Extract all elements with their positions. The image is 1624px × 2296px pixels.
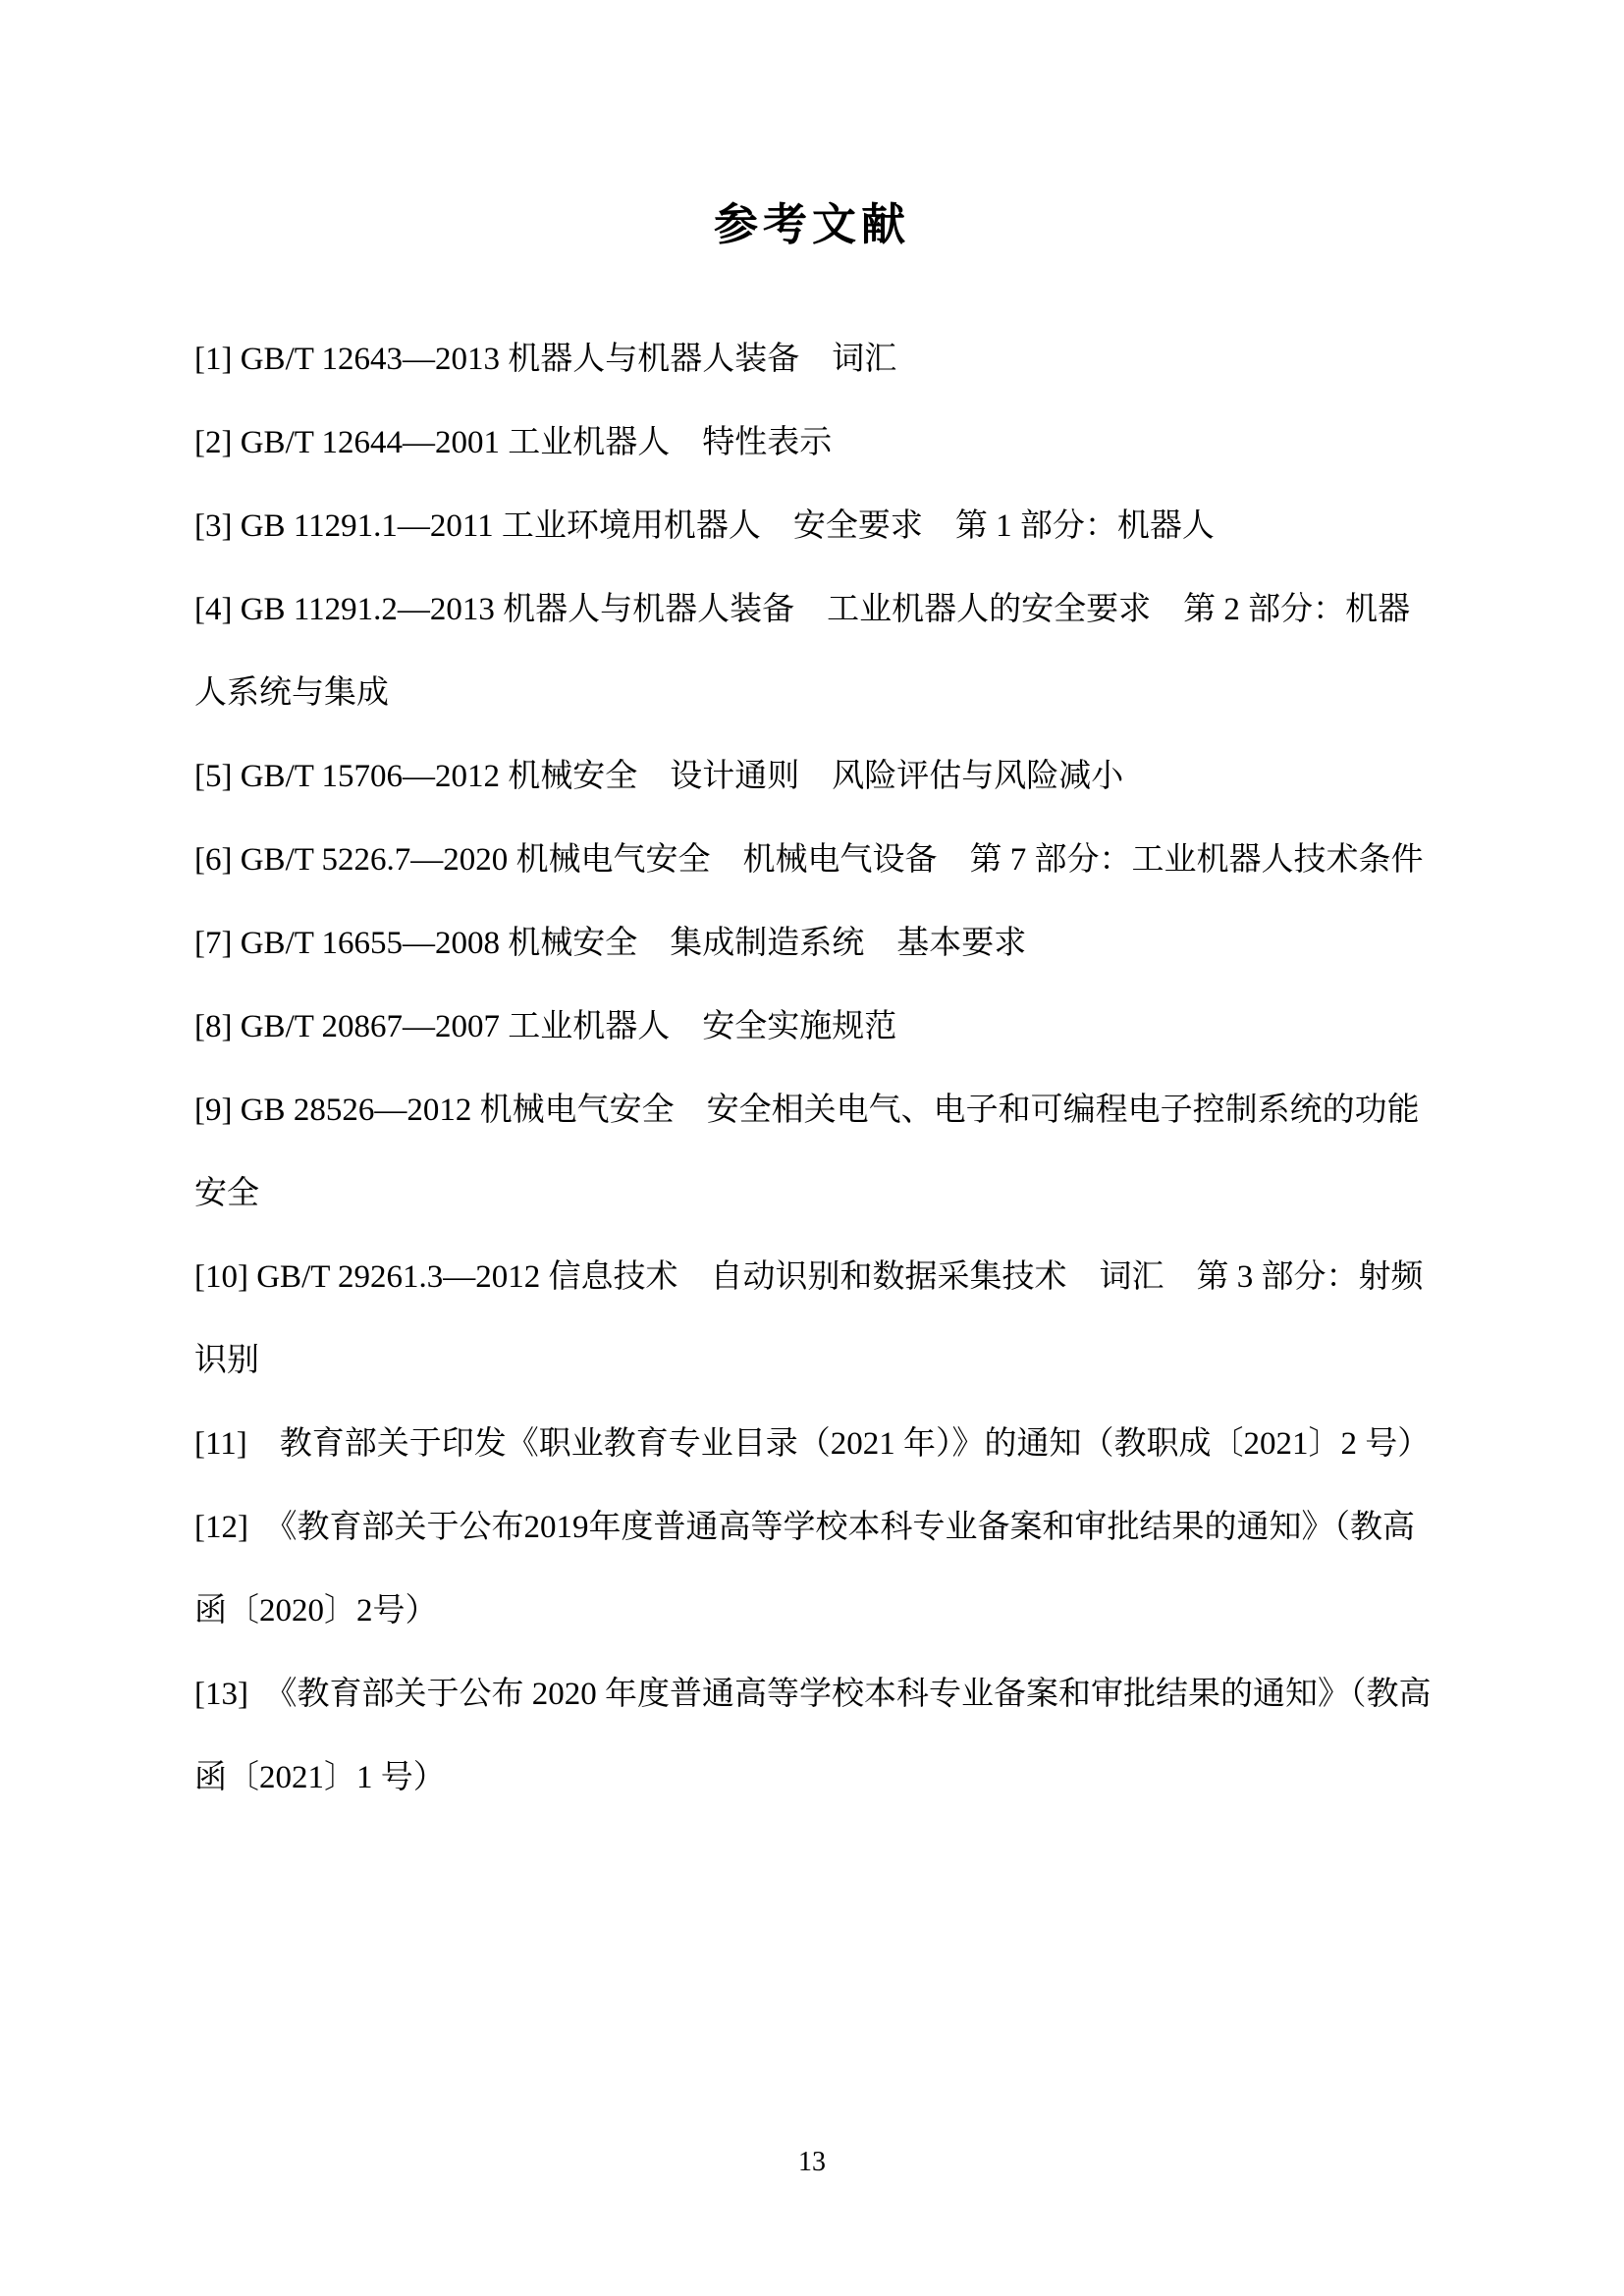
reference-item-5: [5] GB/T 15706—2012 机械安全 设计通则 风险评估与风险减小 [194, 759, 1124, 794]
reference-item-6: [6] GB/T 5226.7—2020 机械电气安全 机械电气设备 第 7 部分：工业机器人技术条件 [194, 842, 1424, 878]
reference-item-2: [2] GB/T 12644—2001 工业机器人 特性表示 [194, 425, 833, 460]
reference-item-11: [11] 教育部关于印发《职业教育专业目录（2021 年）》的通知（教职成〔2021〕2 号） [194, 1426, 1431, 1462]
reference-item-7: [7] GB/T 16655—2008 机械安全 集成制造系统 基本要求 [194, 926, 1027, 961]
reference-item-12: [12] 《教育部关于公布2019年度普通高等学校本科专业备案和审批结果的通知》（教高函〔2020〕2号） [194, 1510, 1415, 1629]
reference-item-10: [10] GB/T 29261.3—2012 信息技术 自动识别和数据采集技术 词汇 第 3 部分：射频识别 [194, 1259, 1424, 1378]
reference-item-3: [3] GB 11291.1—2011 工业环境用机器人 安全要求 第 1 部分：机器人 [194, 508, 1215, 544]
reference-item-13: [13] 《教育部关于公布 2020 年度普通高等学校本科专业备案和审批结果的通知》（教高函〔2021〕1 号） [194, 1677, 1432, 1795]
page-number: 13 [798, 2147, 826, 2177]
reference-item-8: [8] GB/T 20867—2007 工业机器人 安全实施规范 [194, 1009, 897, 1044]
reference-item-1: [1] GB/T 12643—2013 机器人与机器人装备 词汇 [194, 342, 897, 377]
reference-item-9: [9] GB 28526—2012 机械电气安全 安全相关电气、电子和可编程电子控制系统的功能安全 [194, 1093, 1420, 1211]
reference-item-4: [4] GB 11291.2—2013 机器人与机器人装备 工业机器人的安全要求 第 2 部分：机器人系统与集成 [194, 592, 1411, 711]
page-title: 参考文献 [713, 199, 910, 249]
references-list [194, 318, 1432, 1820]
